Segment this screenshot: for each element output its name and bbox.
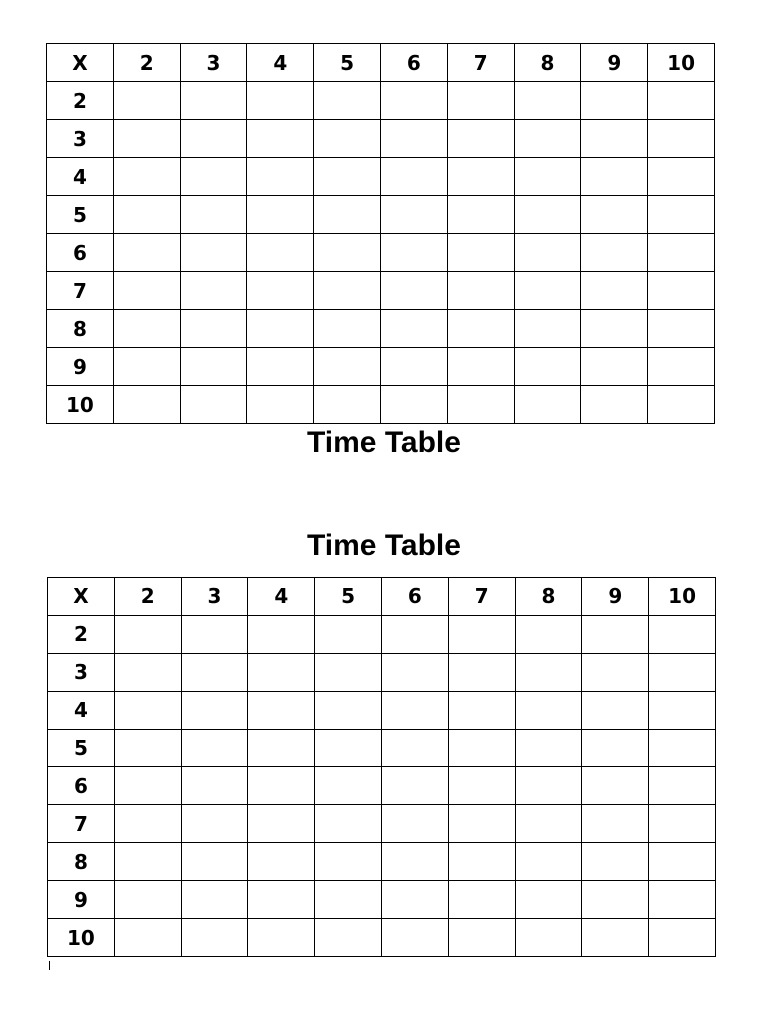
- answer-cell[interactable]: [113, 310, 180, 348]
- answer-cell[interactable]: [180, 196, 247, 234]
- answer-cell[interactable]: [113, 158, 180, 196]
- answer-cell[interactable]: [648, 196, 715, 234]
- answer-cell[interactable]: [448, 729, 515, 767]
- answer-cell[interactable]: [515, 615, 582, 653]
- row-header: 3: [47, 120, 114, 158]
- answer-cell[interactable]: [381, 843, 448, 881]
- answer-cell[interactable]: [315, 615, 382, 653]
- answer-cell[interactable]: [515, 691, 582, 729]
- answer-cell[interactable]: [448, 691, 515, 729]
- answer-cell[interactable]: [649, 919, 716, 957]
- answer-cell[interactable]: [447, 82, 514, 120]
- column-header: 2: [114, 578, 181, 616]
- answer-cell[interactable]: [447, 234, 514, 272]
- answer-cell[interactable]: [514, 234, 581, 272]
- answer-cell[interactable]: [114, 881, 181, 919]
- answer-cell[interactable]: [448, 767, 515, 805]
- answer-cell[interactable]: [381, 881, 448, 919]
- answer-cell[interactable]: [314, 272, 381, 310]
- answer-cell[interactable]: [315, 843, 382, 881]
- answer-cell[interactable]: [582, 767, 649, 805]
- answer-cell[interactable]: [515, 843, 582, 881]
- row-header: 5: [47, 196, 114, 234]
- times-table-1: [46, 43, 715, 424]
- answer-cell[interactable]: [648, 82, 715, 120]
- answer-cell[interactable]: [247, 196, 314, 234]
- answer-cell[interactable]: [247, 120, 314, 158]
- answer-cell[interactable]: [448, 843, 515, 881]
- answer-cell[interactable]: [648, 234, 715, 272]
- column-header: 7: [448, 578, 515, 616]
- answer-cell[interactable]: [247, 348, 314, 386]
- corner-cell: X: [47, 44, 114, 82]
- answer-cell[interactable]: [380, 158, 447, 196]
- answer-cell[interactable]: [448, 881, 515, 919]
- answer-cell[interactable]: [247, 234, 314, 272]
- answer-cell[interactable]: [314, 348, 381, 386]
- answer-cell[interactable]: [380, 272, 447, 310]
- column-header: 9: [582, 578, 649, 616]
- answer-cell[interactable]: [514, 272, 581, 310]
- answer-cell[interactable]: [649, 767, 716, 805]
- answer-cell[interactable]: [248, 653, 315, 691]
- answer-cell[interactable]: [113, 82, 180, 120]
- answer-cell[interactable]: [247, 158, 314, 196]
- answer-cell[interactable]: [180, 234, 247, 272]
- answer-cell[interactable]: [113, 348, 180, 386]
- answer-cell[interactable]: [448, 919, 515, 957]
- answer-cell[interactable]: [515, 919, 582, 957]
- answer-cell[interactable]: [380, 196, 447, 234]
- table-row: [48, 919, 716, 957]
- answer-cell[interactable]: [114, 843, 181, 881]
- answer-cell[interactable]: [113, 120, 180, 158]
- answer-cell[interactable]: [248, 729, 315, 767]
- answer-cell[interactable]: [380, 120, 447, 158]
- answer-cell[interactable]: [380, 386, 447, 424]
- answer-cell[interactable]: [448, 805, 515, 843]
- answer-cell[interactable]: [247, 310, 314, 348]
- table-row: [47, 272, 715, 310]
- answer-cell[interactable]: [582, 919, 649, 957]
- header-row: [48, 578, 716, 616]
- answer-cell[interactable]: [649, 843, 716, 881]
- answer-cell[interactable]: [582, 843, 649, 881]
- answer-cell[interactable]: [180, 120, 247, 158]
- column-header: 3: [180, 44, 247, 82]
- answer-cell[interactable]: [248, 843, 315, 881]
- answer-cell[interactable]: [581, 196, 648, 234]
- answer-cell[interactable]: [315, 653, 382, 691]
- answer-cell[interactable]: [114, 805, 181, 843]
- answer-cell[interactable]: [314, 158, 381, 196]
- answer-cell[interactable]: [181, 691, 248, 729]
- answer-cell[interactable]: [315, 691, 382, 729]
- answer-cell[interactable]: [113, 386, 180, 424]
- answer-cell[interactable]: [380, 348, 447, 386]
- row-header: 7: [47, 272, 114, 310]
- column-header: 5: [314, 44, 381, 82]
- row-header: 6: [47, 234, 114, 272]
- answer-cell[interactable]: [181, 843, 248, 881]
- row-header: 2: [48, 615, 115, 653]
- answer-cell[interactable]: [114, 691, 181, 729]
- table-row: [48, 881, 716, 919]
- answer-cell[interactable]: [447, 272, 514, 310]
- table-row: [47, 120, 715, 158]
- answer-cell[interactable]: [447, 348, 514, 386]
- answer-cell[interactable]: [181, 729, 248, 767]
- column-header: 10: [648, 44, 715, 82]
- answer-cell[interactable]: [114, 767, 181, 805]
- answer-cell[interactable]: [314, 234, 381, 272]
- answer-cell[interactable]: [181, 805, 248, 843]
- answer-cell[interactable]: [380, 82, 447, 120]
- row-header: 4: [47, 158, 114, 196]
- row-header: 8: [48, 843, 115, 881]
- answer-cell[interactable]: [582, 805, 649, 843]
- answer-cell[interactable]: [514, 120, 581, 158]
- column-header: 8: [515, 578, 582, 616]
- table-row: [47, 158, 715, 196]
- answer-cell[interactable]: [649, 615, 716, 653]
- answer-cell[interactable]: [247, 386, 314, 424]
- answer-cell[interactable]: [181, 881, 248, 919]
- answer-cell[interactable]: [649, 881, 716, 919]
- answer-cell[interactable]: [581, 234, 648, 272]
- answer-cell[interactable]: [180, 348, 247, 386]
- page-title-2: Time Table: [307, 529, 461, 562]
- answer-cell[interactable]: [582, 691, 649, 729]
- answer-cell[interactable]: [248, 919, 315, 957]
- answer-cell[interactable]: [648, 348, 715, 386]
- answer-cell[interactable]: [314, 310, 381, 348]
- row-header: 4: [48, 691, 115, 729]
- answer-cell[interactable]: [315, 805, 382, 843]
- answer-cell[interactable]: [515, 729, 582, 767]
- answer-cell[interactable]: [114, 653, 181, 691]
- column-header: 10: [649, 578, 716, 616]
- answer-cell[interactable]: [514, 386, 581, 424]
- answer-cell[interactable]: [581, 310, 648, 348]
- page-title-1: Time Table: [307, 426, 461, 459]
- answer-cell[interactable]: [447, 158, 514, 196]
- column-header: 8: [514, 44, 581, 82]
- row-header: 6: [48, 767, 115, 805]
- answer-cell[interactable]: [515, 805, 582, 843]
- answer-cell[interactable]: [514, 348, 581, 386]
- answer-cell[interactable]: [381, 691, 448, 729]
- answer-cell[interactable]: [380, 234, 447, 272]
- answer-cell[interactable]: [247, 272, 314, 310]
- column-header: 5: [315, 578, 382, 616]
- answer-cell[interactable]: [447, 196, 514, 234]
- table-row: [47, 82, 715, 120]
- column-header: 6: [380, 44, 447, 82]
- answer-cell[interactable]: [649, 653, 716, 691]
- row-header: 10: [48, 919, 115, 957]
- table-row: [48, 843, 716, 881]
- row-header: 9: [47, 348, 114, 386]
- answer-cell[interactable]: [113, 272, 180, 310]
- answer-cell[interactable]: [515, 653, 582, 691]
- table-row: [47, 196, 715, 234]
- answer-cell[interactable]: [514, 82, 581, 120]
- answer-cell[interactable]: [649, 691, 716, 729]
- answer-cell[interactable]: [247, 82, 314, 120]
- answer-cell[interactable]: [648, 158, 715, 196]
- header-row: [47, 44, 715, 82]
- answer-cell[interactable]: [514, 158, 581, 196]
- answer-cell[interactable]: [581, 82, 648, 120]
- answer-cell[interactable]: [648, 120, 715, 158]
- answer-cell[interactable]: [515, 881, 582, 919]
- answer-cell[interactable]: [649, 729, 716, 767]
- answer-cell[interactable]: [315, 729, 382, 767]
- column-header: 3: [181, 578, 248, 616]
- column-header: 6: [381, 578, 448, 616]
- answer-cell[interactable]: [448, 653, 515, 691]
- answer-cell[interactable]: [314, 82, 381, 120]
- answer-cell[interactable]: [582, 729, 649, 767]
- column-header: 4: [248, 578, 315, 616]
- times-table-2: [47, 577, 716, 957]
- answer-cell[interactable]: [381, 729, 448, 767]
- answer-cell[interactable]: [180, 158, 247, 196]
- answer-cell[interactable]: [248, 615, 315, 653]
- answer-cell[interactable]: [447, 310, 514, 348]
- column-header: 7: [447, 44, 514, 82]
- answer-cell[interactable]: [114, 615, 181, 653]
- answer-cell[interactable]: [648, 272, 715, 310]
- answer-cell[interactable]: [648, 310, 715, 348]
- answer-cell[interactable]: [248, 881, 315, 919]
- answer-cell[interactable]: [181, 767, 248, 805]
- column-header: 4: [247, 44, 314, 82]
- answer-cell[interactable]: [314, 386, 381, 424]
- answer-cell[interactable]: [114, 729, 181, 767]
- answer-cell[interactable]: [113, 196, 180, 234]
- row-header: 9: [48, 881, 115, 919]
- answer-cell[interactable]: [181, 615, 248, 653]
- answer-cell[interactable]: [315, 919, 382, 957]
- table-row: [48, 691, 716, 729]
- row-header: 2: [47, 82, 114, 120]
- row-header: 7: [48, 805, 115, 843]
- answer-cell[interactable]: [314, 196, 381, 234]
- answer-cell[interactable]: [381, 805, 448, 843]
- row-header: 3: [48, 653, 115, 691]
- answer-cell[interactable]: [582, 615, 649, 653]
- table-row: [47, 386, 715, 424]
- row-header: 10: [47, 386, 114, 424]
- table-row: [48, 767, 716, 805]
- table-row: [47, 310, 715, 348]
- page-mark: [49, 961, 50, 970]
- answer-cell[interactable]: [181, 653, 248, 691]
- answer-cell[interactable]: [181, 919, 248, 957]
- answer-cell[interactable]: [581, 348, 648, 386]
- answer-cell[interactable]: [514, 310, 581, 348]
- column-header: 2: [113, 44, 180, 82]
- answer-cell[interactable]: [381, 615, 448, 653]
- answer-cell[interactable]: [581, 158, 648, 196]
- answer-cell[interactable]: [248, 767, 315, 805]
- answer-cell[interactable]: [581, 120, 648, 158]
- answer-cell[interactable]: [649, 805, 716, 843]
- table-row: [48, 729, 716, 767]
- answer-cell[interactable]: [581, 386, 648, 424]
- column-header: 9: [581, 44, 648, 82]
- answer-cell[interactable]: [248, 691, 315, 729]
- answer-cell[interactable]: [113, 234, 180, 272]
- answer-cell[interactable]: [448, 615, 515, 653]
- answer-cell[interactable]: [180, 310, 247, 348]
- answer-cell[interactable]: [248, 805, 315, 843]
- answer-cell[interactable]: [114, 919, 181, 957]
- answer-cell[interactable]: [648, 386, 715, 424]
- answer-cell[interactable]: [447, 120, 514, 158]
- answer-cell[interactable]: [515, 767, 582, 805]
- row-header: 8: [47, 310, 114, 348]
- answer-cell[interactable]: [582, 653, 649, 691]
- table-row: [48, 653, 716, 691]
- answer-cell[interactable]: [514, 196, 581, 234]
- answer-cell[interactable]: [380, 310, 447, 348]
- answer-cell[interactable]: [381, 653, 448, 691]
- table-row: [48, 805, 716, 843]
- answer-cell[interactable]: [180, 386, 247, 424]
- table-row: [47, 348, 715, 386]
- answer-cell[interactable]: [314, 120, 381, 158]
- corner-cell: X: [48, 578, 115, 616]
- answer-cell[interactable]: [180, 82, 247, 120]
- row-header: 5: [48, 729, 115, 767]
- answer-cell[interactable]: [582, 881, 649, 919]
- table-row: [47, 234, 715, 272]
- table-row: [48, 615, 716, 653]
- answer-cell[interactable]: [447, 386, 514, 424]
- answer-cell[interactable]: [381, 919, 448, 957]
- answer-cell[interactable]: [315, 881, 382, 919]
- answer-cell[interactable]: [581, 272, 648, 310]
- answer-cell[interactable]: [180, 272, 247, 310]
- answer-cell[interactable]: [381, 767, 448, 805]
- answer-cell[interactable]: [315, 767, 382, 805]
